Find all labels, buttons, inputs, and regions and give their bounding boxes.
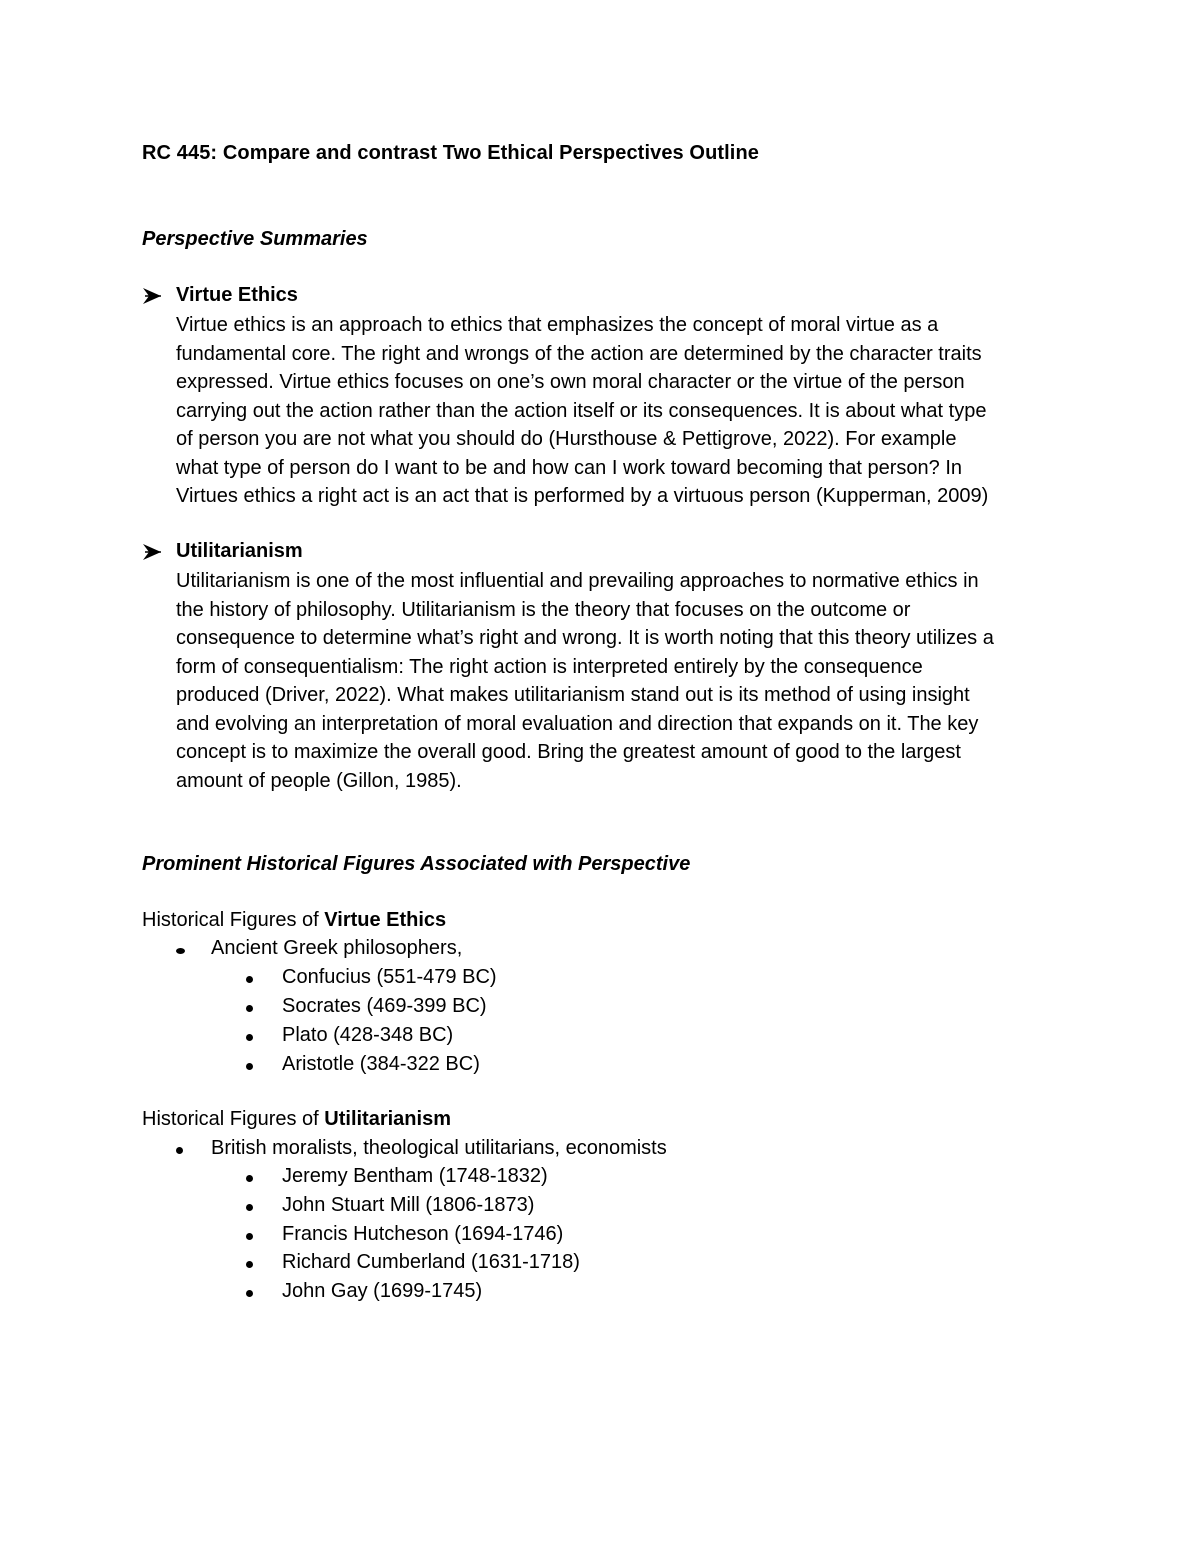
figures-heading-utilitarianism [142,1108,451,1131]
text-line: of person you are not what you should do (Hursthouse & Pettigrove, 2022). For example [176,428,957,450]
virtue-ethics-summary [176,311,1076,511]
document-title: RC 445: Compare and contrast Two Ethical Perspectives Outline [142,142,760,164]
text-line: Virtues ethics a right act is an act that is performed by a virtuous person (Kupperman, 2009) [176,485,989,507]
bullet-icon [246,1204,253,1211]
text-line: form of consequentialism: The right action is interpreted entirely by the consequence [176,655,923,678]
text-line: concept is to maximize the overall good. Bring the greatest amount of good to the largest [176,741,961,763]
figure-text: Jeremy Bentham (1748-1832) [282,1165,548,1187]
category-text: British moralists, theological utilitarians, economists [211,1137,667,1159]
text-line: consequence to determine what’s right and wrong. It is worth noting that this theory utilizes a [176,627,994,649]
figure-text: Socrates (469-399 BC) [282,995,487,1017]
text-line: carrying out the action rather than the action itself or its consequences. It is about what type [176,399,987,422]
bullet-icon [246,1233,253,1240]
figure-text: Richard Cumberland (1631-1718) [282,1251,580,1273]
text-line: what type of person do I want to be and how can I work toward becoming that person? In [176,456,963,479]
figure-text: Confucius (551-479 BC) [282,966,497,988]
bullet-icon [176,948,185,954]
category-text: Ancient Greek philosophers, [211,937,463,959]
text-line: amount of people (Gillon, 1985). [176,769,462,792]
heading-prefix: Historical Figures of [142,909,325,931]
figure-text: Plato (428-348 BC) [282,1024,454,1046]
text-line: expressed. Virtue ethics focuses on one’s own moral character or the virtue of the person [176,371,965,393]
section-heading-historical-figures: Prominent Historical Figures Associated with Perspective [142,853,691,875]
bullet-icon [246,1063,253,1070]
heading-bold-term: Virtue Ethics [324,909,447,931]
figure-text: John Stuart Mill (1806-1873) [282,1194,535,1216]
text-line: fundamental core. The right and wrongs of the action are determined by the character traits [176,342,982,365]
arrow-bullet-icon [142,287,162,305]
item-label: Virtue Ethics [176,284,298,306]
text-line: Utilitarianism is one of the most influential and prevailing approaches to normative ethics in [176,570,979,592]
text-line: and evolving an interpretation of moral evaluation and direction that expands on it. The key [176,712,979,735]
figure-text: John Gay (1699-1745) [282,1280,483,1302]
section-heading-perspective-summaries: Perspective Summaries [142,228,368,250]
bullet-icon [176,1147,183,1154]
bullet-icon [246,1175,253,1182]
utilitarianism-summary [176,567,1076,795]
item-label: Utilitarianism [176,540,303,562]
bullet-icon [246,1034,253,1041]
text-line: the history of philosophy. Utilitarianism is the theory that focuses on the outcome or [176,598,911,621]
text-line: Virtue ethics is an approach to ethics that emphasizes the concept of moral virtue as a [176,314,939,336]
bullet-icon [246,1290,253,1297]
heading-prefix: Historical Figures of [142,1108,325,1130]
figure-text: Aristotle (384-322 BC) [282,1053,480,1075]
bullet-icon [246,1261,253,1268]
bullet-icon [246,976,253,983]
heading-bold-term: Utilitarianism [324,1108,451,1130]
figures-heading-virtue-ethics [142,909,446,932]
arrow-bullet-icon [142,543,162,561]
bullet-icon [246,1005,253,1012]
figure-text: Francis Hutcheson (1694-1746) [282,1223,564,1245]
text-line: produced (Driver, 2022). What makes utilitarianism stand out is its method of using insight [176,684,970,706]
